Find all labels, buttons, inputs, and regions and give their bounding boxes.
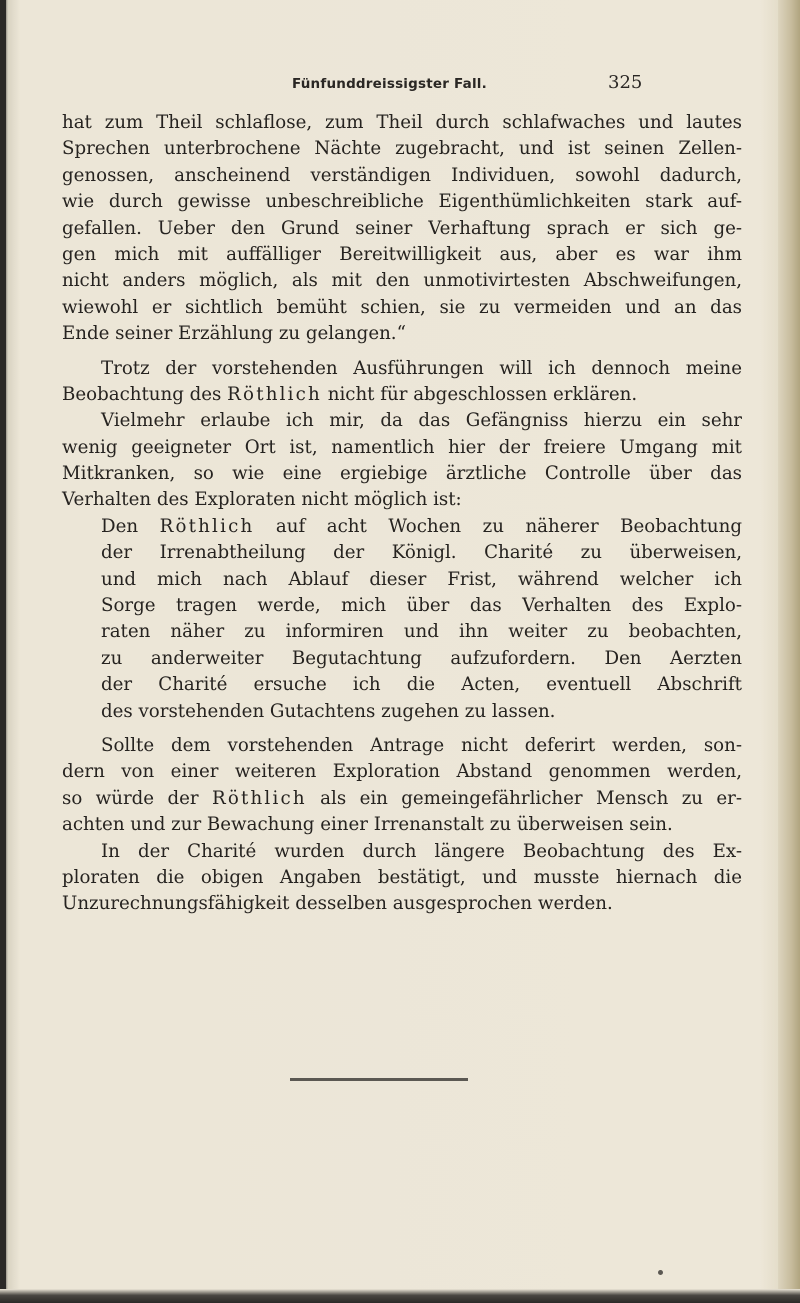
person-name: Röthlich	[159, 515, 255, 537]
text-line: genossen, anscheinend verständigen Individuen, sowohl dadurch,	[62, 164, 742, 186]
text-line: In der Charité wurden durch längere Beobachtung des Ex-	[101, 840, 742, 862]
text-line: wiewohl er sichtlich bemüht schien, sie zu vermeiden und an das	[62, 296, 742, 318]
paragraph-2	[62, 356, 742, 409]
text-line: Beobachtung des Röthlich nicht für abgeschlossen erklären.	[62, 383, 638, 405]
text-line: nicht anders möglich, als mit den unmotivirtesten Abschweifungen,	[62, 270, 742, 292]
running-head: Fünfunddreissigster Fall.	[292, 76, 487, 92]
text-line: Sprechen unterbrochene Nächte zugebracht, und ist seinen Zellen-	[62, 138, 742, 160]
page-header	[60, 70, 760, 96]
person-name: Röthlich	[211, 787, 307, 809]
page-binding-shadow	[0, 0, 6, 1303]
text-line: hat zum Theil schlaflose, zum Theil durch schlafwaches und lautes	[62, 112, 742, 133]
paragraph-3	[62, 408, 742, 514]
page-bottom-edge	[0, 1289, 800, 1303]
text-line: dern von einer weiteren Exploration Abstand genommen werden,	[62, 761, 742, 783]
text-line: Ende seiner Erzählung zu gelangen.“	[62, 323, 406, 345]
text-line: Den Röthlich auf acht Wochen zu näherer Beobachtung	[101, 515, 743, 537]
text-line: Mitkranken, so wie eine ergiebige ärztliche Controlle über das	[62, 463, 742, 485]
text-line: ploraten die obigen Angaben bestätigt, und musste hiernach die	[62, 866, 742, 888]
text-line: Verhalten des Exploraten nicht möglich ist:	[62, 489, 462, 511]
text-line: Sorge tragen werde, mich über das Verhalten des Explo-	[101, 595, 742, 617]
text-line: Unzurechnungsfähigkeit desselben ausgesprochen werden.	[62, 893, 613, 915]
text-line: so würde der Röthlich als ein gemeingefährlicher Mensch zu er-	[62, 787, 743, 809]
text-line: und mich nach Ablauf dieser Frist, während welcher ich	[101, 568, 742, 590]
page-number: 325	[608, 72, 643, 93]
text-line: gen mich mit auffälliger Bereitwilligkeit aus, aber es war ihm	[62, 243, 742, 265]
body-text	[62, 110, 742, 918]
text-line: zu anderweiter Begutachtung aufzufordern. Den Aerzten	[101, 647, 742, 669]
text-line: des vorstehenden Gutachtens zugehen zu lassen.	[101, 700, 556, 722]
paragraph-6	[62, 839, 742, 918]
text-line: der Charité ersuche ich die Acten, eventuell Abschrift	[101, 674, 742, 696]
text-line: Vielmehr erlaube ich mir, da das Gefängniss hierzu ein sehr	[101, 410, 742, 432]
ink-speck	[658, 1270, 663, 1275]
paragraph-4-indented-request	[62, 514, 742, 725]
text-line: wenig geeigneter Ort ist, namentlich hier der freiere Umgang mit	[62, 436, 742, 458]
page-edge	[778, 0, 800, 1303]
paragraph-5	[62, 733, 742, 839]
text-line: gefallen. Ueber den Grund seiner Verhaftung sprach er sich ge-	[62, 217, 742, 239]
text-line: raten näher zu informiren und ihn weiter zu beobachten,	[101, 621, 742, 643]
text-line: achten und zur Bewachung einer Irrenanstalt zu überweisen sein.	[62, 814, 673, 836]
section-end-rule	[290, 1078, 468, 1081]
text-line: Trotz der vorstehenden Ausführungen will ich dennoch meine	[101, 357, 742, 379]
paragraph-1	[62, 110, 742, 348]
person-name: Röthlich	[227, 383, 322, 405]
text-line: wie durch gewisse unbeschreibliche Eigenthümlichkeiten stark auf-	[62, 191, 742, 213]
text-line: Sollte dem vorstehenden Antrage nicht deferirt werden, son-	[101, 734, 742, 756]
text-line: der Irrenabtheilung der Königl. Charité zu überweisen,	[101, 542, 742, 564]
